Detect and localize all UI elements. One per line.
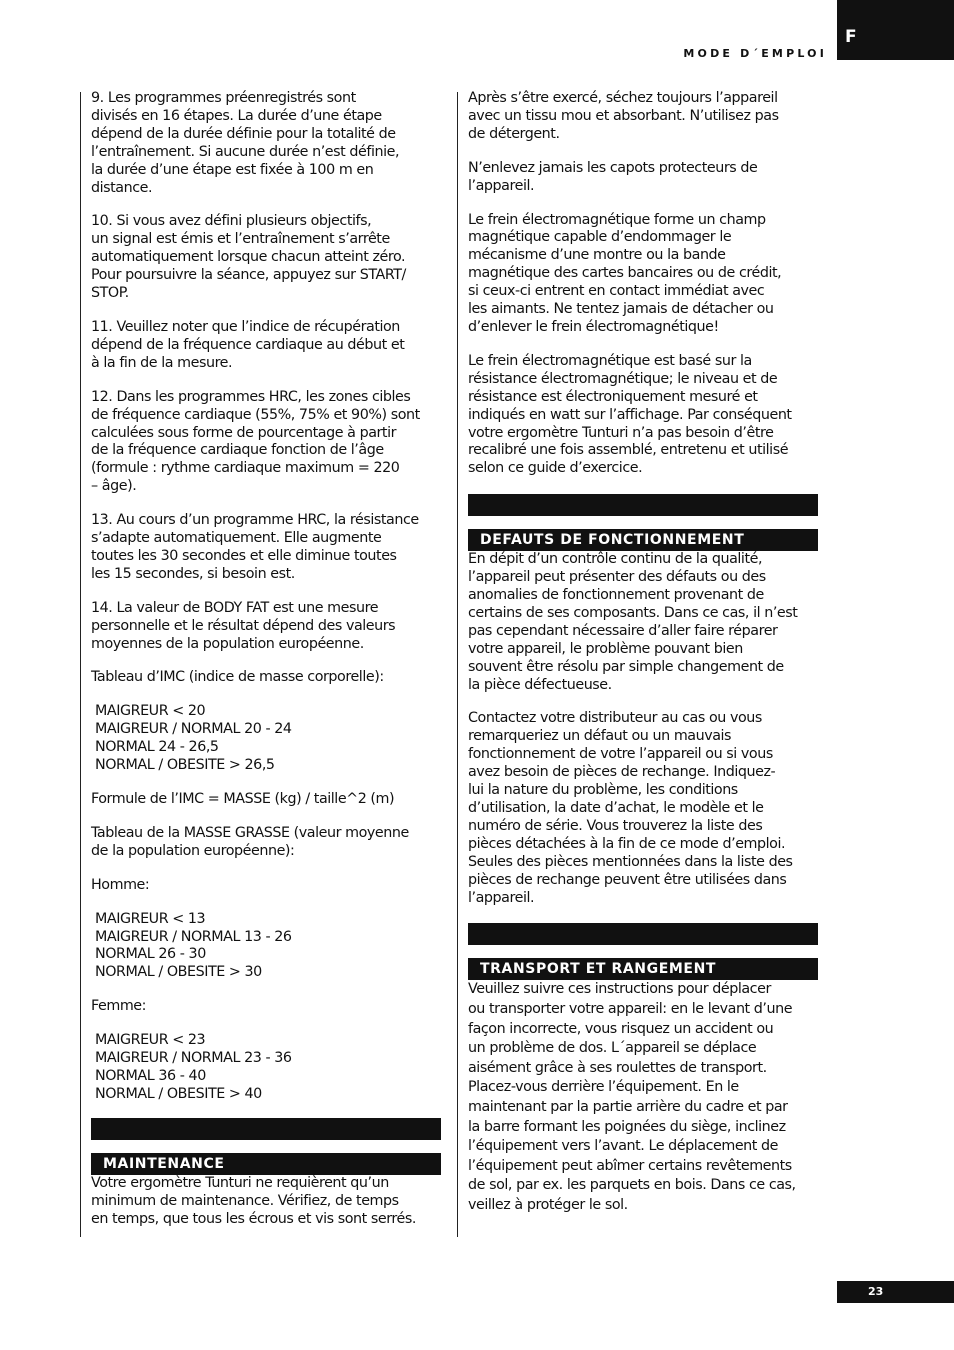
text-line: l’entraînement. Si aucune durée n’est définie, [91, 143, 400, 160]
imc-table-list [91, 703, 441, 775]
text-line: selon ce guide d’exercice. [468, 460, 643, 477]
cleaning-text [468, 90, 818, 144]
text-line: votre appareil, le problème pouvant bien [468, 640, 743, 657]
text-line: de la fréquence cardiaque fonction de l’âge [91, 442, 384, 459]
text-line: Seules des pièces mentionnées dans la liste des [468, 853, 793, 870]
text-line: la pièce défectueuse. [468, 676, 612, 693]
text-line: de la population européenne): [91, 842, 295, 859]
page-header-title: MODE D´EMPLOI [683, 47, 827, 60]
text-line: moyennes de la population européenne. [91, 635, 364, 652]
text-line: un signal est émis et l’entraînement s’arrête [91, 231, 390, 248]
page-number-tab [837, 1281, 954, 1303]
women-list [91, 1032, 441, 1104]
text-line: Le frein électromagnétique forme un champ [468, 211, 766, 228]
text-line: souvent être résolu par simple changement de [468, 658, 784, 675]
text-line: NORMAL 26 - 30 [95, 946, 206, 963]
transport-text [468, 980, 818, 1215]
text-line: en temps, que tous les écrous et vis sont serrés. [91, 1210, 416, 1227]
text-line: les aimants. Ne tentez jamais de détacher ou [468, 301, 774, 318]
maintenance-bar-top [91, 1118, 441, 1140]
covers-text [468, 160, 818, 196]
text-line: En dépit d’un contrôle continu de la qualité, [468, 551, 763, 568]
text-line: Veuillez suivre ces instructions pour déplacer [468, 981, 771, 998]
text-line: personnelle et le résultat dépend des valeurs [91, 617, 396, 634]
text-line: Pour poursuivre la séance, appuyez sur START/ [91, 267, 406, 284]
text-line: résistance électromagnétique; le niveau et de [468, 370, 778, 387]
text-line: N’enlevez jamais les capots protecteurs de [468, 159, 758, 176]
text-line: 13. Au cours d’un programme HRC, la résistance [91, 512, 419, 529]
text-line: divisés en 16 étapes. La durée d’une étape [91, 107, 382, 124]
text-line: s’adapte automatiquement. Elle augmente [91, 530, 382, 547]
text-line: maintenant par la partie arrière du cadre et par [468, 1099, 788, 1115]
text-line: 9. Les programmes préenregistrés sont [91, 90, 356, 106]
text-line: à la fin de la mesure. [91, 354, 233, 371]
body-fat-table-title [91, 825, 441, 861]
text-line: 11. Veuillez noter que l’indice de récupération [91, 318, 400, 335]
text-line: les 15 secondes, si besoin est. [91, 565, 295, 582]
item-9-text [91, 90, 441, 197]
text-line: Tableau de la MASSE GRASSE (valeur moyenne [91, 824, 409, 841]
item-11-text [91, 319, 441, 373]
text-line: d’enlever le frein électromagnétique! [468, 318, 719, 335]
text-line: magnétique capable d’endommager le [468, 229, 732, 246]
text-line: lui la nature du problème, les conditions [468, 782, 738, 799]
page-number: 23 [868, 1285, 884, 1298]
text-line: NORMAL 36 - 40 [95, 1067, 206, 1084]
text-line: l’appareil. [468, 889, 535, 906]
text-line: MAIGREUR < 13 [95, 910, 206, 927]
text-line: un problème de dos. L´appareil se déplace [468, 1040, 757, 1057]
text-line: si ceux-ci entrent en contact immédiat avec [468, 283, 765, 300]
text-line: MAIGREUR / NORMAL 20 - 24 [95, 721, 292, 738]
text-line: NORMAL 24 - 26,5 [95, 739, 219, 756]
text-line: de détergent. [468, 125, 560, 142]
text-line: ou transporter votre appareil: en le levant d’une [468, 1001, 793, 1018]
magnetic-field-text [468, 212, 818, 337]
text-line: dépend de la fréquence cardiaque au début et [91, 336, 405, 353]
text-line: façon incorrecte, vous risquez un accident ou [468, 1020, 774, 1037]
text-line: veillez à protéger le sol. [468, 1196, 628, 1213]
text-line: minimum de maintenance. Vérifiez, de temps [91, 1192, 399, 1209]
text-line: l’équipement vers l’avant. Le déplacement de [468, 1138, 779, 1155]
text-line: (formule : rythme cardiaque maximum = 220 [91, 460, 400, 477]
text-line: Placez-vous derrière l’équipement. En le [468, 1079, 739, 1096]
text-line: mécanisme d’une montre ou la bande [468, 247, 726, 264]
text-line: Le frein électromagnétique est basé sur la [468, 352, 752, 369]
text-line: magnétique des cartes bancaires ou de crédit, [468, 265, 782, 282]
men-list [91, 911, 441, 983]
women-label: Femme: [91, 998, 147, 1015]
text-line: 14. La valeur de BODY FAT est une mesure [91, 599, 379, 616]
defauts-heading: DEFAUTS DE FONCTIONNEMENT [468, 529, 818, 551]
imc-table-title: Tableau d’IMC (indice de masse corporelle): [91, 669, 384, 686]
text-line: remarqueriez un défaut ou un mauvais [468, 728, 732, 745]
text-line: votre ergomètre Tunturi n’a pas besoin d’être [468, 424, 774, 441]
text-line: – âge). [91, 478, 137, 495]
text-line: aisément grâce à ses roulettes de transport. [468, 1059, 767, 1076]
text-line: l’appareil. [468, 177, 535, 194]
text-line: MAIGREUR / NORMAL 23 - 36 [95, 1050, 292, 1067]
center-column-rule [457, 92, 458, 1237]
brake-resistance-text [468, 353, 818, 478]
defauts-text-2 [468, 710, 818, 907]
text-line: Votre ergomètre Tunturi ne requièrent qu’un [91, 1174, 389, 1191]
language-tab [837, 0, 954, 60]
text-line: toutes les 30 secondes et elle diminue toutes [91, 547, 397, 564]
text-line: d’utilisation, la date d’achat, le modèle et le [468, 800, 764, 816]
text-line: avez besoin de pièces de rechange. Indiquez- [468, 764, 776, 781]
item-13-text [91, 512, 441, 584]
transport-heading: TRANSPORT ET RANGEMENT [468, 958, 818, 980]
language-tab-label: F [845, 27, 857, 47]
transport-bar-top [468, 923, 818, 945]
item-14-text [91, 600, 441, 654]
text-line: MAIGREUR < 23 [95, 1032, 206, 1049]
text-line: NORMAL / OBESITE > 40 [95, 1085, 262, 1102]
text-line: NORMAL / OBESITE > 26,5 [95, 757, 275, 774]
item-12-text [91, 389, 441, 496]
item-10-text [91, 213, 441, 303]
text-line: fonctionnement de votre l’appareil ou si vous [468, 746, 773, 763]
text-line: MAIGREUR / NORMAL 13 - 26 [95, 928, 292, 945]
text-line: de fréquence cardiaque (55%, 75% et 90%) sont [91, 406, 420, 423]
text-line: pièces de rechange peuvent être utilisées dans [468, 871, 787, 888]
right-column [468, 90, 818, 1216]
text-line: automatiquement lorsque chacun atteint zéro. [91, 249, 406, 266]
text-line: pièces détachées à la fin de ce mode d’emploi. [468, 835, 786, 852]
text-line: la barre formant les poignées du siège, inclinez [468, 1118, 786, 1135]
text-line: numéro de série. Vous trouverez la liste des [468, 817, 763, 834]
text-line: Après s’être exercé, séchez toujours l’appareil [468, 90, 778, 106]
text-line: avec un tissu mou et absorbant. N’utilisez pas [468, 107, 779, 124]
text-line: MAIGREUR < 20 [95, 703, 206, 720]
men-label: Homme: [91, 876, 150, 893]
text-line: indiqués en watt sur l’affichage. Par conséquent [468, 406, 792, 423]
maintenance-heading: MAINTENANCE [91, 1153, 441, 1175]
left-column [91, 90, 441, 1229]
text-line: l’appareil peut présenter des défauts ou des [468, 569, 766, 586]
text-line: certains de ses composants. Dans ce cas, il n’est [468, 604, 798, 621]
maintenance-text [91, 1175, 441, 1229]
text-line: la durée d’une étape est fixée à 100 m en [91, 161, 374, 178]
text-line: 10. Si vous avez défini plusieurs objectifs, [91, 213, 372, 230]
defauts-bar-top [468, 494, 818, 516]
text-line: Contactez votre distributeur au cas ou vous [468, 710, 762, 727]
text-line: NORMAL / OBESITE > 30 [95, 964, 262, 981]
text-line: l’équipement peut abîmer certains revêtements [468, 1157, 792, 1174]
text-line: anomalies de fonctionnement provenant de [468, 587, 764, 604]
text-line: de sol, par ex. les parquets en bois. Dans ce cas, [468, 1177, 796, 1194]
text-line: dépend de la durée définie pour la totalité de [91, 125, 396, 142]
text-line: distance. [91, 179, 153, 196]
text-line: 12. Dans les programmes HRC, les zones cibles [91, 388, 411, 405]
text-line: calculées sous forme de pourcentage à partir [91, 424, 397, 441]
imc-formula: Formule de l’IMC = MASSE (kg) / taille^2 (m) [91, 791, 395, 807]
text-line: pas cependant nécessaire d’aller faire réparer [468, 622, 778, 639]
text-line: résistance est électroniquement mesuré et [468, 388, 758, 405]
left-column-rule [80, 92, 81, 1237]
text-line: recalibré une fois assemblé, entretenu et utilisé [468, 442, 789, 459]
text-line: STOP. [91, 285, 129, 302]
defauts-text-1 [468, 551, 818, 694]
